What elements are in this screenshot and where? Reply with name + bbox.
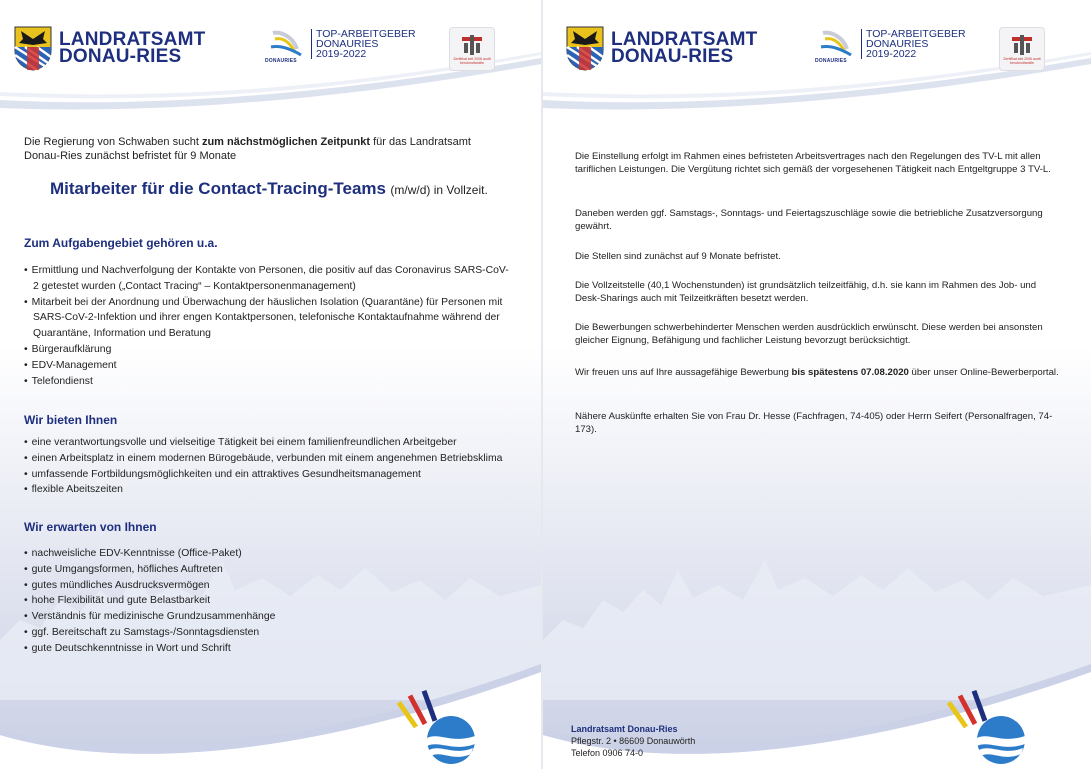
landratsamt-logo <box>565 25 757 71</box>
tasks-list <box>24 263 514 389</box>
certificate-caption: Zertifikat seit 2006 audit berufundfamilie <box>453 57 491 65</box>
application-suffix: über unser Online-Bewerberportal. <box>908 367 1059 378</box>
list-item: • gutes mündliches Ausdrucksvermögen <box>24 578 514 594</box>
list-item: • hohe Flexibilität und gute Belastbarkeit <box>24 593 514 609</box>
footer-address <box>571 723 695 759</box>
award-line3: 2019-2022 <box>316 48 367 60</box>
paragraph-supplements: Daneben werden ggf. Samstags-, Sonntags- und Feiertagszuschläge sowie die betriebliche Zusatzversorgung gewährt. <box>575 208 1043 232</box>
audit-logo-icon <box>1012 35 1032 55</box>
intro-bold: zum nächstmöglichen Zeitpunkt <box>201 136 371 148</box>
paragraph-part-time: Die Vollzeitstelle (40,1 Wochenstunden) ist grundsätzlich teilzeitfähig, d.h. sie kann im Rahmen des Job- und Desk-Sharings auch mit Teilzeitkräften besetzt werden. <box>575 280 1037 304</box>
footer-street: Pflegstr. 2 • 86609 Donauwörth <box>571 736 696 746</box>
list-item: • Bürgeraufklärung <box>24 342 514 358</box>
job-title-suffix: (m/w/d) in Vollzeit. <box>390 183 488 197</box>
expect-list <box>24 546 514 657</box>
donauries-swoosh-icon <box>269 29 303 57</box>
list-item: • eine verantwortungsvolle und vielseitige Tätigkeit bei einem familienfreundlichen Arbeitgeber <box>24 435 514 451</box>
section-heading-tasks: Zum Aufgabengebiet gehören u.a. <box>24 236 218 250</box>
list-item: • Verständnis für medizinische Grundzusammenhänge <box>24 609 514 625</box>
paragraph-contacts: Nähere Auskünfte erhalten Sie von Frau Dr. Hesse (Fachfragen, 74-405) oder Herrn Seifert (Personalfragen, 74-173). <box>575 411 1053 435</box>
list-item: • ggf. Bereitschaft zu Samstags-/Sonntagsdiensten <box>24 625 514 641</box>
top-employer-badge <box>815 29 966 69</box>
footer-phone: Telefon 0906 74-0 <box>571 748 644 758</box>
award-line1: TOP-ARBEITGEBER <box>316 28 416 40</box>
flyer-page-right <box>543 0 1091 769</box>
offer-list <box>24 435 514 498</box>
donauries-swoosh-icon <box>819 29 853 57</box>
landratsamt-logo <box>13 25 205 71</box>
family-audit-certificate <box>449 27 495 71</box>
application-prefix: Wir freuen uns auf Ihre aussagefähige Bewerbung <box>575 367 792 378</box>
list-item: • Ermittlung und Nachverfolgung der Kontakte von Personen, die positiv auf das Coronavirus SARS-CoV-2 getestet wurden („Contact Tracing“ – Kontaktpersonenmanagement) <box>24 263 514 295</box>
award-brand: DONAURIES <box>815 58 847 64</box>
list-item: • nachweisliche EDV-Kenntnisse (Office-Paket) <box>24 546 514 562</box>
paragraph-employment-terms: Die Einstellung erfolgt im Rahmen eines befristeten Arbeitsvertrages nach den Regelungen des TV-L mit allen tariflichen Leistungen. Die Vergütung richtet sich gemäß der vorgesehenen Tätigkeit nach Entgeltgruppe 3 TV-L. <box>575 151 1051 175</box>
top-employer-badge <box>265 29 416 69</box>
paragraph-application <box>575 367 1062 380</box>
org-name-line2: DONAU-RIES <box>611 46 734 67</box>
list-item: • Mitarbeit bei der Anordnung und Überwachung der häuslichen Isolation (Quarantäne) für Personen mit SARS-CoV-2-Infektion und ihrer engen Kontaktpersonen, telefonische Kontaktaufnahme während der Quarantäne, Information und Beratung <box>24 295 514 342</box>
list-item: • gute Umgangsformen, höfliches Auftreten <box>24 562 514 578</box>
org-name-line2: DONAU-RIES <box>59 46 182 67</box>
application-deadline: bis spätestens 07.08.2020 <box>791 367 909 378</box>
certificate-caption: Zertifikat seit 2006 audit berufundfamilie <box>1003 57 1041 65</box>
job-title-main: Mitarbeiter für die Contact-Tracing-Teams <box>50 179 386 198</box>
list-item: • gute Deutschkenntnisse in Wort und Schrift <box>24 641 514 657</box>
list-item: • EDV-Management <box>24 358 514 374</box>
award-line1: TOP-ARBEITGEBER <box>866 28 966 40</box>
paragraph-duration: Die Stellen sind zunächst auf 9 Monate befristet. <box>575 251 781 262</box>
intro-prefix: Die Regierung von Schwaben sucht <box>24 136 202 148</box>
intro-suffix: für das Landratsamt Donau-Ries zunächst befristet für 9 Monate <box>24 136 471 162</box>
org-name-line1: LANDRATSAMT <box>611 29 758 50</box>
section-heading-expect: Wir erwarten von Ihnen <box>24 520 157 534</box>
footer-org: Landratsamt Donau-Ries <box>571 724 678 734</box>
award-line2: DONAURIES <box>866 38 929 50</box>
list-item: • Telefondienst <box>24 374 514 390</box>
list-item: • umfassende Fortbildungsmöglichkeiten und ein attraktives Gesundheitsmanagement <box>24 467 514 483</box>
section-heading-offer: Wir bieten Ihnen <box>24 413 118 427</box>
page-background <box>543 0 1091 769</box>
job-title <box>50 179 520 199</box>
audit-logo-icon <box>462 35 482 55</box>
coat-of-arms-icon <box>13 25 53 71</box>
family-audit-certificate <box>999 27 1045 71</box>
coat-of-arms-icon <box>565 25 605 71</box>
intro-text <box>24 136 504 163</box>
award-line2: DONAURIES <box>316 38 379 50</box>
award-line3: 2019-2022 <box>866 48 917 60</box>
flyer-page-left <box>0 0 541 769</box>
list-item: • einen Arbeitsplatz in einem modernen Bürogebäude, verbunden mit einem angenehmen Betriebsklima <box>24 451 514 467</box>
list-item: • flexible Abeitszeiten <box>24 482 514 498</box>
paragraph-disability: Die Bewerbungen schwerbehinderter Menschen werden ausdrücklich erwünscht. Diese werden bei ansonsten gleicher Eignung, Befähigung und fachlicher Leistung bevorzugt berücksichtigt. <box>575 322 1043 346</box>
org-name-line1: LANDRATSAMT <box>59 29 206 50</box>
award-brand: DONAURIES <box>265 58 297 64</box>
